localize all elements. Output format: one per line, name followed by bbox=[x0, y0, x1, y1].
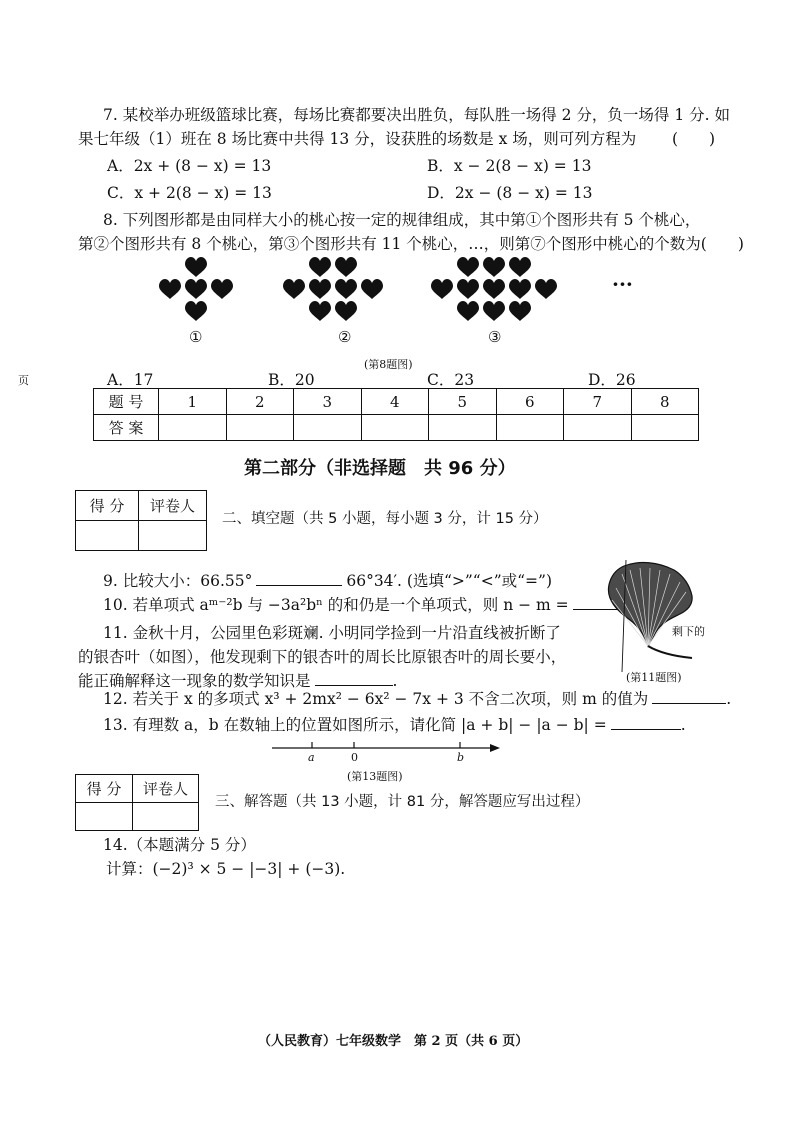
q11-line1: 11. 金秋十月，公园里色彩斑斓. 小明同学捡到一片沿直线被折断了 bbox=[103, 624, 561, 642]
answer-cell[interactable] bbox=[496, 415, 564, 441]
answer-table-number: 4 bbox=[361, 389, 429, 415]
q8-figure-label-2: ② bbox=[338, 328, 352, 346]
q7-option-b: B．x − 2(8 − x) = 13 bbox=[427, 157, 592, 175]
heart-figure-1 bbox=[159, 257, 233, 321]
part2-title: 第二部分（非选择题 共 96 分） bbox=[244, 458, 516, 479]
answer-cell[interactable] bbox=[631, 415, 699, 441]
answer-table-number: 6 bbox=[496, 389, 564, 415]
q13-axis-label-zero: 0 bbox=[351, 751, 358, 764]
heart-figure-2 bbox=[283, 257, 383, 321]
q11-line3-text: 能正确解释这一现象的数学知识是 bbox=[78, 672, 311, 690]
binding-margin-mark: 页 bbox=[18, 374, 29, 387]
q8-option-d: D．26 bbox=[588, 371, 636, 389]
q13-text: 13. 有理数 a，b 在数轴上的位置如图所示，请化简 |a + b| − |a − b| = bbox=[103, 716, 607, 734]
score-box-section2 bbox=[75, 490, 207, 551]
score-cell[interactable] bbox=[76, 521, 139, 551]
q9-suffix: 66°34′. (选填“>”“<”或“=”) bbox=[346, 572, 553, 590]
q11-answer-blank[interactable] bbox=[315, 671, 393, 686]
q8-line1: 8. 下列图形都是由同样大小的桃心按一定的规律组成，其中第①个图形共有 5 个桃心， bbox=[103, 211, 701, 229]
q12-text: 12. 若关于 x 的多项式 x³ + 2mx² − 6x² − 7x + 3 不含二次项，则 m 的值为 bbox=[103, 690, 649, 708]
q8-figure-caption: (第8题图) bbox=[364, 358, 413, 371]
section2-heading: 二、填空题（共 5 小题，每小题 3 分，计 15 分） bbox=[222, 511, 548, 527]
q12-answer-blank[interactable] bbox=[652, 689, 726, 704]
q13-number-line bbox=[272, 738, 504, 768]
grader-cell[interactable] bbox=[133, 803, 199, 831]
q13-answer-blank[interactable] bbox=[611, 715, 681, 730]
q8-ellipsis: ··· bbox=[612, 272, 633, 296]
answer-table bbox=[93, 388, 699, 441]
q13-end: . bbox=[680, 716, 686, 734]
q13-axis-label-a: a bbox=[308, 751, 315, 764]
answer-table-number: 2 bbox=[226, 389, 294, 415]
answer-table-number: 3 bbox=[294, 389, 362, 415]
q8-option-c: C．23 bbox=[427, 371, 475, 389]
q7-option-c: C．x + 2(8 − x) = 13 bbox=[107, 184, 272, 202]
q12-end: . bbox=[726, 690, 732, 708]
grader-label: 评卷人 bbox=[133, 775, 199, 803]
q7-option-d: D．2x − (8 − x) = 13 bbox=[427, 184, 593, 202]
q8-option-b: B．20 bbox=[268, 371, 315, 389]
q13-axis-label-b: b bbox=[457, 751, 465, 764]
answer-cell[interactable] bbox=[226, 415, 294, 441]
q11-figure-label: 剩下的 bbox=[672, 625, 705, 638]
answer-cell[interactable] bbox=[294, 415, 362, 441]
q12-line bbox=[103, 688, 731, 710]
q9-line bbox=[103, 570, 552, 592]
q14-title: 14.（本题满分 5 分） bbox=[103, 836, 256, 854]
answer-table-number: 8 bbox=[631, 389, 699, 415]
answer-cell[interactable] bbox=[159, 415, 227, 441]
q7-answer-paren: ( ) bbox=[672, 130, 716, 148]
q13-figure-caption: (第13题图) bbox=[347, 770, 403, 783]
q8-figure-label-3: ③ bbox=[488, 328, 502, 346]
score-cell[interactable] bbox=[76, 803, 133, 831]
answer-cell[interactable] bbox=[429, 415, 497, 441]
q10-text: 10. 若单项式 aᵐ⁻²b 与 −3a²bⁿ 的和仍是一个单项式，则 n − m = bbox=[103, 596, 569, 614]
answer-table-number: 5 bbox=[429, 389, 497, 415]
grader-cell[interactable] bbox=[139, 521, 207, 551]
q9-prefix: 9. 比较大小：66.55° bbox=[103, 572, 253, 590]
q8-line2: 第②个图形共有 8 个桃心，第③个图形共有 11 个桃心，…，则第⑦个图形中桃心的个数为( ) bbox=[78, 235, 744, 253]
answer-table-header-label: 题 号 bbox=[94, 389, 159, 415]
q7-option-a: A．2x + (8 − x) = 13 bbox=[107, 157, 272, 175]
answer-cell[interactable] bbox=[361, 415, 429, 441]
page-footer: （人民教育）七年级数学 第 2 页（共 6 页） bbox=[258, 1034, 529, 1049]
q11-end: . bbox=[392, 672, 398, 690]
q8-option-a: A．17 bbox=[107, 371, 154, 389]
score-box-section3 bbox=[75, 774, 199, 831]
heart-figure-3 bbox=[431, 257, 557, 321]
q11-ginkgo-leaf-figure bbox=[600, 560, 712, 672]
grader-label: 评卷人 bbox=[139, 491, 207, 521]
q10-line bbox=[103, 594, 622, 616]
answer-table-number: 7 bbox=[564, 389, 632, 415]
q7-line1: 7. 某校举办班级篮球比赛，每场比赛都要决出胜负，每队胜一场得 2 分，负一场得 1 分. 如 bbox=[103, 106, 731, 124]
q11-line2: 的银杏叶（如图），他发现剩下的银杏叶的周长比原银杏叶的周长要小， bbox=[78, 648, 567, 666]
q14-calc: 计算：(−2)³ × 5 − |−3| + (−3). bbox=[106, 860, 346, 878]
q9-answer-blank[interactable] bbox=[256, 571, 342, 586]
q8-figure-label-1: ① bbox=[189, 328, 203, 346]
q11-figure-caption: (第11题图) bbox=[626, 671, 682, 684]
q8-heart-figures bbox=[150, 254, 650, 326]
q13-line bbox=[103, 714, 686, 736]
answer-table-number: 1 bbox=[159, 389, 227, 415]
score-label: 得 分 bbox=[76, 775, 133, 803]
score-label: 得 分 bbox=[76, 491, 139, 521]
section3-heading: 三、解答题（共 13 小题，计 81 分，解答题应写出过程） bbox=[215, 794, 590, 810]
q7-line2: 果七年级（1）班在 8 场比赛中共得 13 分，设获胜的场数是 x 场，则可列方程为 bbox=[78, 130, 637, 148]
answer-table-answer-label: 答 案 bbox=[94, 415, 159, 441]
answer-cell[interactable] bbox=[564, 415, 632, 441]
